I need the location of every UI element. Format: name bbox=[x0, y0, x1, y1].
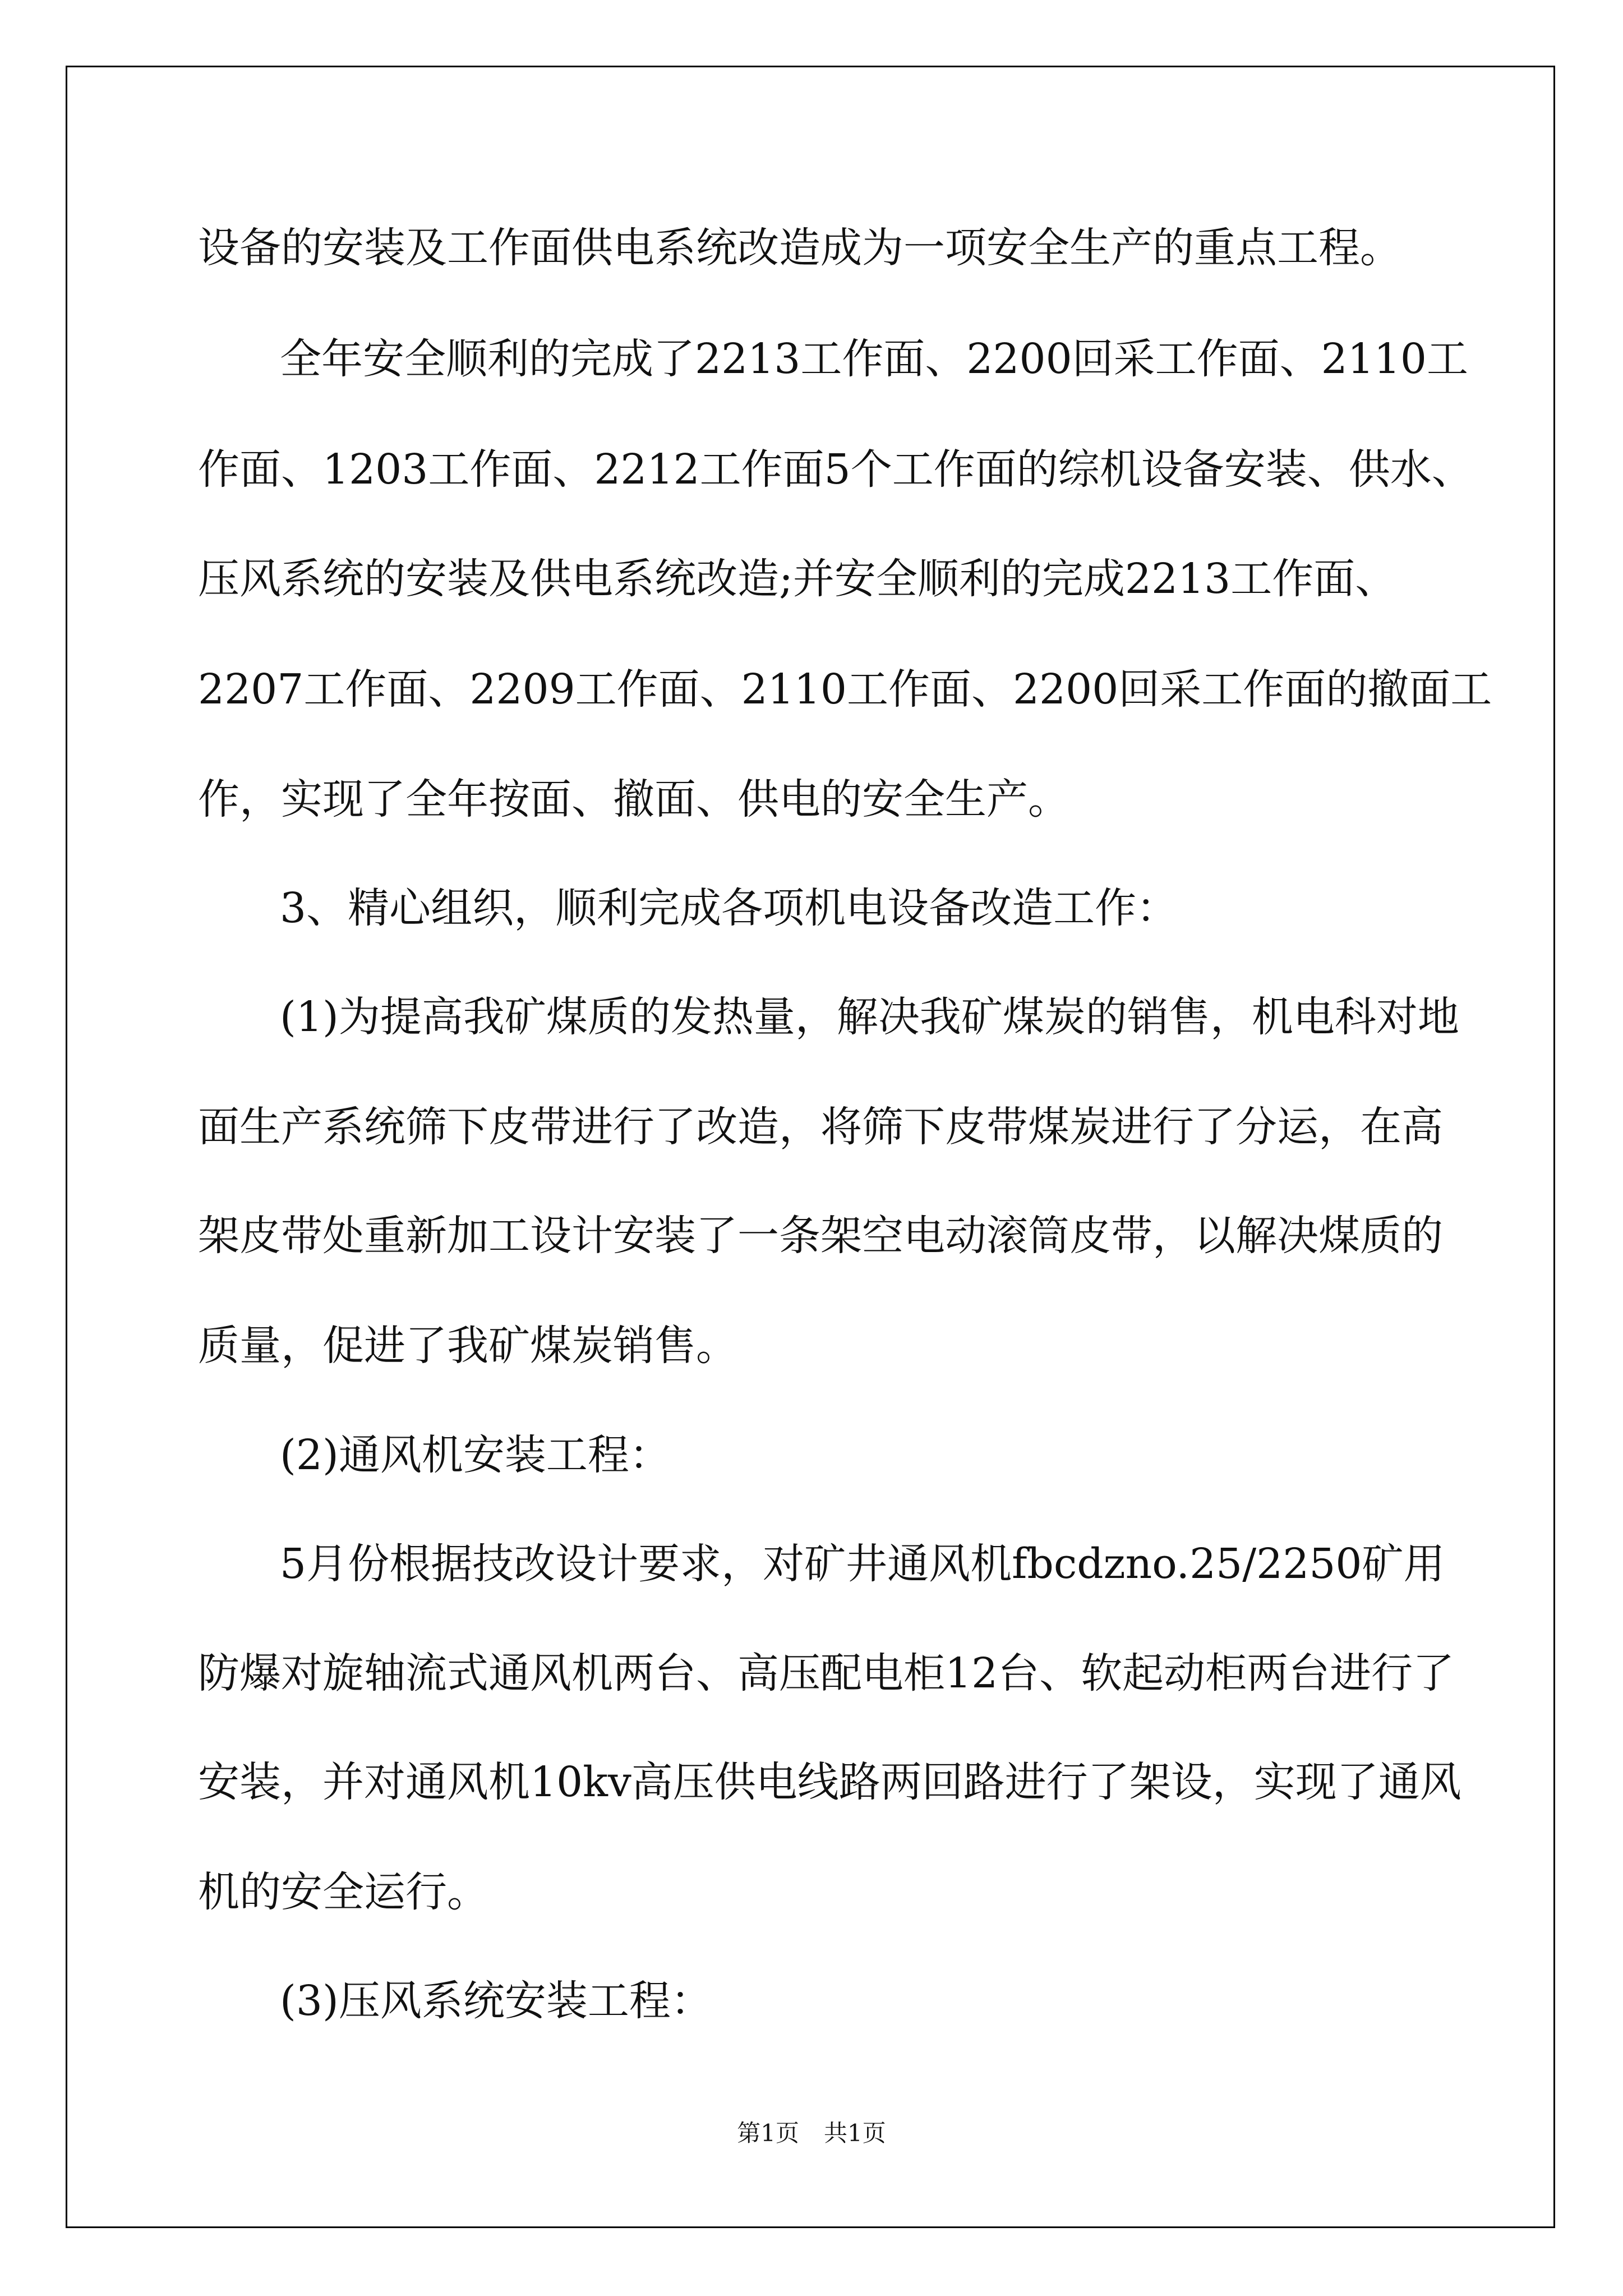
paragraph-line: 5月份根据技改设计要求，对矿井通风机fbcdzno.25/2250矿用 bbox=[280, 1540, 1445, 1588]
subsection-heading: (3)压风系统安装工程： bbox=[280, 1977, 712, 2025]
paragraph-line: 架皮带处重新加工设计安装了一条架空电动滚筒皮带，以解决煤质的 bbox=[198, 1212, 1443, 1260]
paragraph-line: 设备的安装及工作面供电系统改造成为一项安全生产的重点工程。 bbox=[198, 224, 1401, 272]
paragraph-line: 全年安全顺利的完成了2213工作面、2200回采工作面、2110工 bbox=[280, 335, 1468, 383]
page-total: 共1页 bbox=[824, 2119, 886, 2147]
section-heading: 3、精心组织，顺利完成各项机电设备改造工作： bbox=[280, 884, 1178, 932]
page-number: 第1页 bbox=[737, 2119, 799, 2147]
paragraph-line: 2207工作面、2209工作面、2110工作面、2200回采工作面的撤面工 bbox=[198, 665, 1492, 714]
paragraph-line: 质量，促进了我矿煤炭销售。 bbox=[198, 1322, 737, 1370]
subsection-heading: (2)通风机安装工程： bbox=[280, 1431, 671, 1479]
paragraph-line: 面生产系统筛下皮带进行了改造，将筛下皮带煤炭进行了分运，在高 bbox=[198, 1103, 1443, 1151]
page-footer bbox=[0, 2115, 1623, 2148]
paragraph-line: 压风系统的安装及供电系统改造;并安全顺利的完成2213工作面、 bbox=[198, 555, 1397, 603]
paragraph-line: 机的安全运行。 bbox=[198, 1868, 488, 1916]
paragraph-line: 作面、1203工作面、2212工作面5个工作面的综机设备安装、供水、 bbox=[198, 445, 1473, 494]
paragraph-line: (1)为提高我矿煤质的发热量，解决我矿煤炭的销售，机电科对地 bbox=[280, 993, 1459, 1041]
paragraph-line: 作，实现了全年按面、撤面、供电的安全生产。 bbox=[198, 775, 1069, 823]
paragraph-line: 安装，并对通风机10kv高压供电线路两回路进行了架设，实现了通风 bbox=[198, 1758, 1461, 1806]
paragraph-line: 防爆对旋轴流式通风机两台、高压配电柜12台、软起动柜两台进行了 bbox=[198, 1649, 1455, 1697]
